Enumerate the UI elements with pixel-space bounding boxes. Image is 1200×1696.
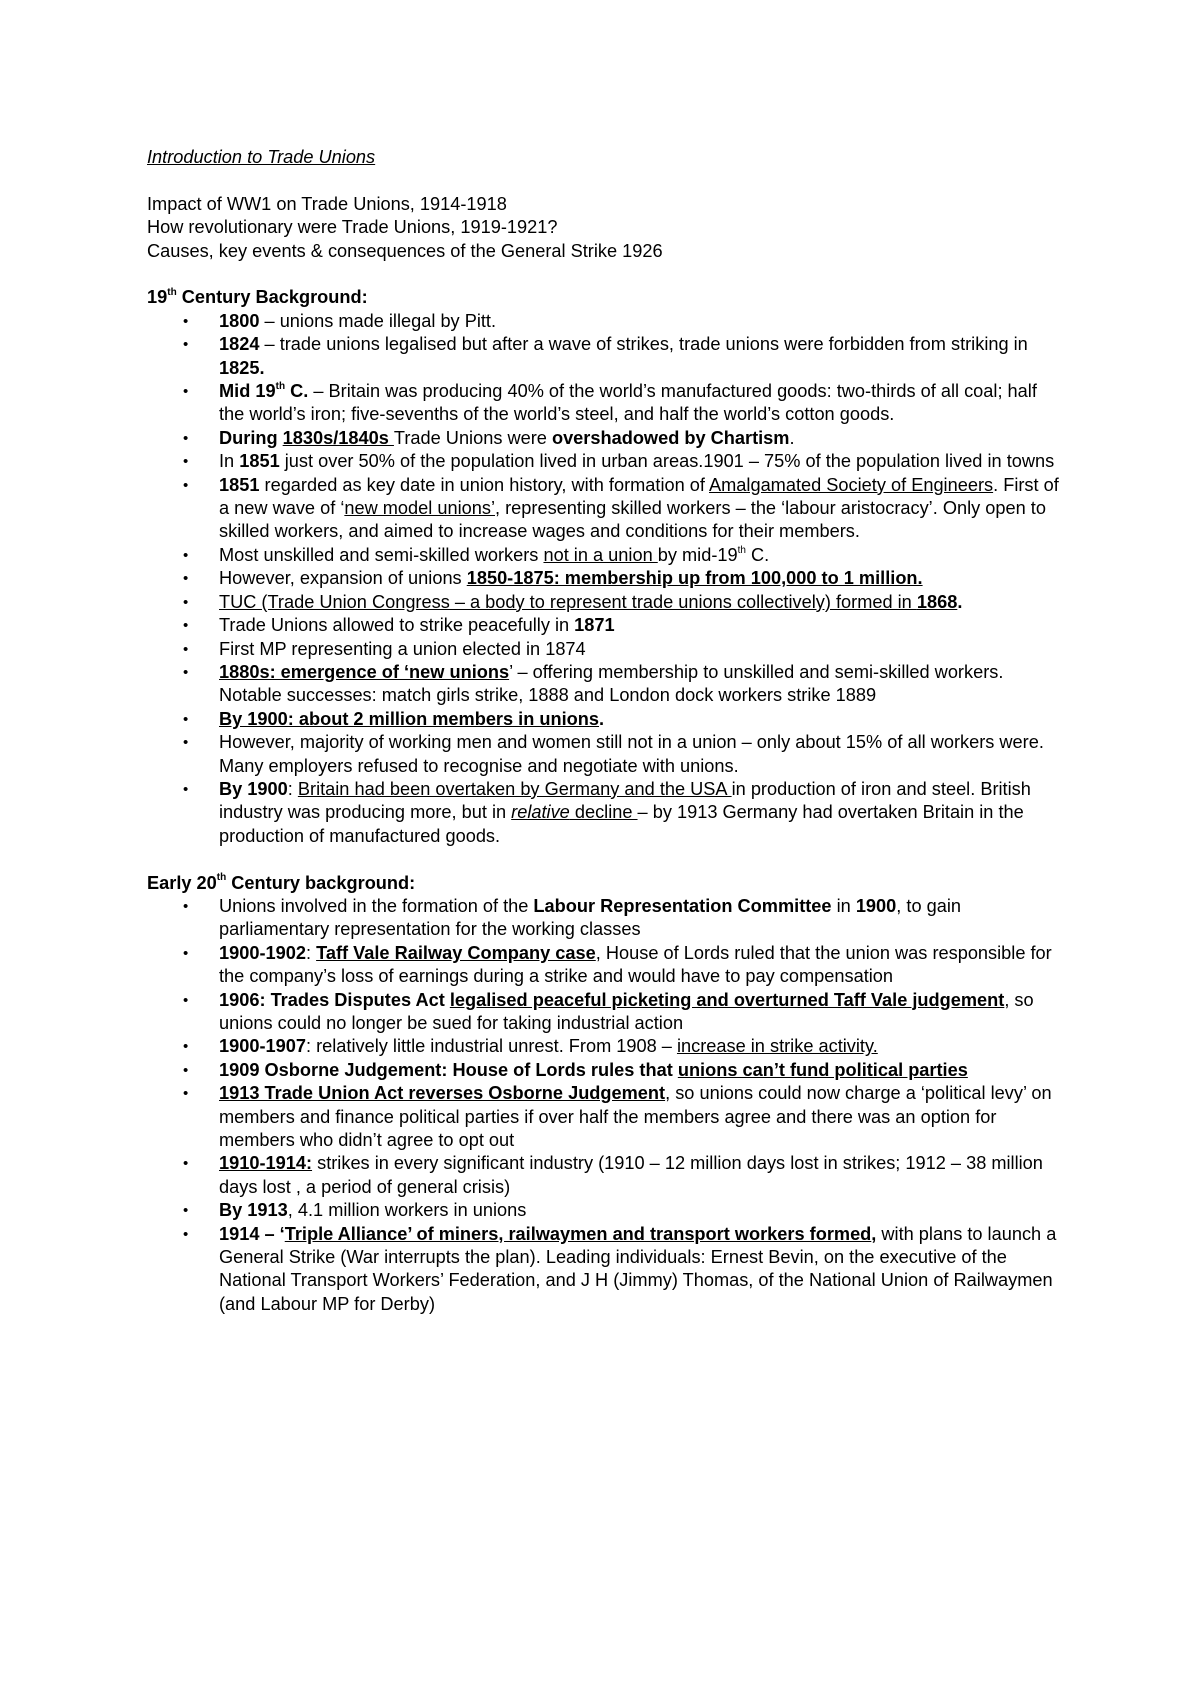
list-item-text: 1900 (855, 895, 897, 916)
list-item-text: increase in strike activity. (676, 1036, 878, 1057)
list-item-text: . (789, 427, 795, 448)
list-item (147, 591, 1067, 614)
list-item (147, 708, 1067, 731)
list-item-text: : (287, 778, 298, 799)
list-item (147, 895, 1067, 942)
spacer (147, 848, 1067, 871)
list-item-text: , representing skilled workers – the ‘labour aristocracy’. Only open to skilled workers, and aimed to increase wages and conditions for their members. (219, 498, 1046, 542)
list-item (147, 614, 1067, 637)
list-item (147, 380, 1067, 427)
list-item-text: 1850-1875: membership up from 100,000 to 1 million. (466, 568, 923, 589)
list-item-text: , so unions could now charge a ‘political levy’ on members and finance political parties if over half the members agree and there was an option for members who didn’t agree to opt out (219, 1083, 1052, 1151)
list-item-text: 1910-1914: (219, 1153, 313, 1174)
list-item-text: , (871, 1223, 877, 1244)
list-item-text: regarded as key date in union history, with formation of (259, 474, 710, 495)
list-item-text: , so unions could no longer be sued for taking industrial action (219, 989, 1034, 1033)
list-item-text: . First of a new wave of ‘ (219, 474, 1059, 519)
list-item-text: Mid 19 (219, 381, 276, 402)
list-item (147, 1199, 1067, 1222)
list-item-text: decline (569, 802, 638, 823)
list-item-text: C. (745, 544, 770, 565)
list-item-text: – by 1913 Germany had overtaken Britain in the production of manufactured goods. (219, 802, 1024, 846)
list-item-text: strikes in every significant industry (1910 – 12 million days lost in strikes; 1912 – 38 million days lost , a period of general crisis) (219, 1153, 1043, 1197)
list-item-text: legalised peaceful picketing and overturned Taff Vale judgement (449, 989, 1005, 1010)
list-item-text: ’ – offering membership to unskilled and semi-skilled workers. Notable successes: match girls strike, 1888 and London dock workers strike 1889 (219, 661, 1004, 706)
list-item (147, 333, 1067, 380)
list-item-text: First MP representing a union elected in 1874 (219, 638, 586, 659)
list-item-text: new model unions’ (344, 498, 496, 519)
list-item-text: not in a union (543, 544, 658, 565)
list-item-text: In (219, 451, 240, 472)
list-item-text: Trade Unions were (393, 427, 552, 448)
document-page (147, 146, 1067, 1316)
list-item-text: in (831, 895, 856, 916)
list-item (147, 638, 1067, 661)
heading-text: 19 (147, 287, 168, 308)
list-item (147, 544, 1067, 567)
spacer (147, 263, 1067, 286)
list-item (147, 567, 1067, 590)
heading-text: Early 20 (147, 872, 217, 893)
list-item-text: However, expansion of unions (219, 568, 467, 589)
list-item-text: Trade Unions allowed to strike peacefully in (219, 615, 575, 636)
list-item-text: By 1900: about 2 million members in unions (219, 708, 600, 729)
bullet-list-early-20th-century (147, 895, 1067, 1316)
heading-superscript: th (216, 872, 227, 884)
list-item-text: in production of iron and steel. British industry was producing more, but in (219, 778, 1031, 823)
list-item-text: with plans to launch a General Strike (War interrupts the plan). Leading individuals: Ernest Bevin, on the executive of the National Transport Workers’ Federation, and J H (Jimmy) Thomas, of the National Union of Railwaymen (and Labour MP for Derby) (219, 1223, 1057, 1314)
list-item-text: unions can’t fund political parties (677, 1059, 968, 1080)
list-item-text: By 1900 (219, 778, 288, 799)
list-item (147, 450, 1067, 473)
list-item-text: By 1913 (219, 1200, 288, 1221)
list-item-text: th (737, 544, 746, 556)
list-item (147, 989, 1067, 1036)
list-item-text: 1868 (916, 591, 958, 612)
list-item (147, 427, 1067, 450)
list-item (147, 1082, 1067, 1152)
list-item (147, 474, 1067, 544)
list-item-text: 1851 (219, 474, 260, 495)
heading-text: Century background: (226, 872, 416, 893)
list-item-text: 1830s/1840s (282, 427, 394, 448)
list-item-text: Taff Vale Railway Company case (316, 942, 596, 963)
topic-line: How revolutionary were Trade Unions, 1919-1921? (147, 217, 558, 238)
list-item-text: : relatively little industrial unrest. From 1908 – (305, 1036, 677, 1057)
spacer (147, 169, 1067, 192)
list-item-text: – unions made illegal by Pitt. (259, 310, 497, 331)
document-title: Introduction to Trade Unions (147, 147, 376, 167)
list-item-text: Britain had been overtaken by Germany and the USA (297, 778, 732, 799)
list-item (147, 778, 1067, 848)
list-item-text: However, majority of working men and women still not in a union – only about 15% of all workers were. Many employers refused to recognise and negotiate with unions. (219, 732, 1044, 776)
list-item-text: 1914 – ‘ (219, 1223, 285, 1244)
list-item-text: During (219, 427, 283, 448)
list-item-text: Most unskilled and semi-skilled workers (219, 544, 544, 565)
list-item-text: just over 50% of the population lived in urban areas.1901 – 75% of the population lived in towns (279, 451, 1055, 472)
heading-superscript: th (167, 287, 177, 299)
list-item-text: . (599, 708, 605, 729)
list-item-text: relative (511, 802, 570, 823)
list-item-text: 1824 (219, 334, 260, 355)
list-item-text: 1900-1902 (219, 942, 306, 963)
list-item (147, 1035, 1067, 1058)
list-item-text: – Britain was producing 40% of the world’s manufactured goods: two-thirds of all coal; half the world’s iron; five-sevenths of the world’s steel, and half the world’s cotton goods. (219, 381, 1037, 425)
bullet-list-19th-century (147, 310, 1067, 848)
list-item-text: : (305, 942, 317, 963)
list-item-text: . (957, 591, 963, 612)
list-item-text: TUC (Trade Union Congress – a body to represent trade unions collectively) formed in (219, 591, 917, 612)
list-item-text: , to gain parliamentary representation for the working classes (219, 895, 961, 940)
list-item-text: 1913 Trade Union Act reverses Osborne Judgement (219, 1083, 666, 1104)
list-item (147, 1059, 1067, 1082)
list-item (147, 731, 1067, 778)
list-item-text: 1851 (239, 451, 280, 472)
list-item-text: Unions involved in the formation of the (219, 895, 534, 916)
list-item-text: 1825. (219, 357, 265, 378)
list-item-text: 1906: Trades Disputes Act (219, 989, 450, 1010)
list-item-text: Labour Representation Committee (533, 895, 832, 916)
list-item-text: 1871 (574, 615, 615, 636)
list-item (147, 661, 1067, 708)
list-item (147, 1223, 1067, 1317)
list-item-text: Triple Alliance’ of miners, railwaymen and transport workers formed (284, 1223, 872, 1244)
list-item (147, 310, 1067, 333)
heading-text: Century Background: (176, 287, 368, 308)
list-item-text: , 4.1 million workers in unions (287, 1200, 527, 1221)
list-item-text: 1880s: emergence of ‘new unions (219, 661, 510, 682)
section-heading-early-20th-century (147, 872, 1067, 895)
list-item-text: 1800 (219, 310, 260, 331)
list-item-text: by mid-19 (657, 544, 738, 565)
list-item-text: overshadowed by Chartism (551, 427, 790, 448)
list-item-text: , House of Lords ruled that the union was responsible for the company’s loss of earnings during a strike and would have to pay compensation (219, 942, 1052, 987)
list-item-text: th (275, 380, 286, 392)
list-item-text: 1900-1907 (219, 1036, 306, 1057)
section-heading-19th-century (147, 286, 1067, 309)
list-item-text: C. (285, 381, 309, 402)
topic-line: Impact of WW1 on Trade Unions, 1914-1918 (147, 193, 507, 214)
topic-line: Causes, key events & consequences of the General Strike 1926 (147, 240, 663, 261)
list-item-text: – trade unions legalised but after a wave of strikes, trade unions were forbidden from striking in (259, 334, 1028, 355)
list-item (147, 1152, 1067, 1199)
list-item-text: Amalgamated Society of Engineers (709, 474, 994, 495)
list-item-text: 1909 Osborne Judgement: House of Lords rules that (219, 1059, 678, 1080)
list-item (147, 942, 1067, 989)
